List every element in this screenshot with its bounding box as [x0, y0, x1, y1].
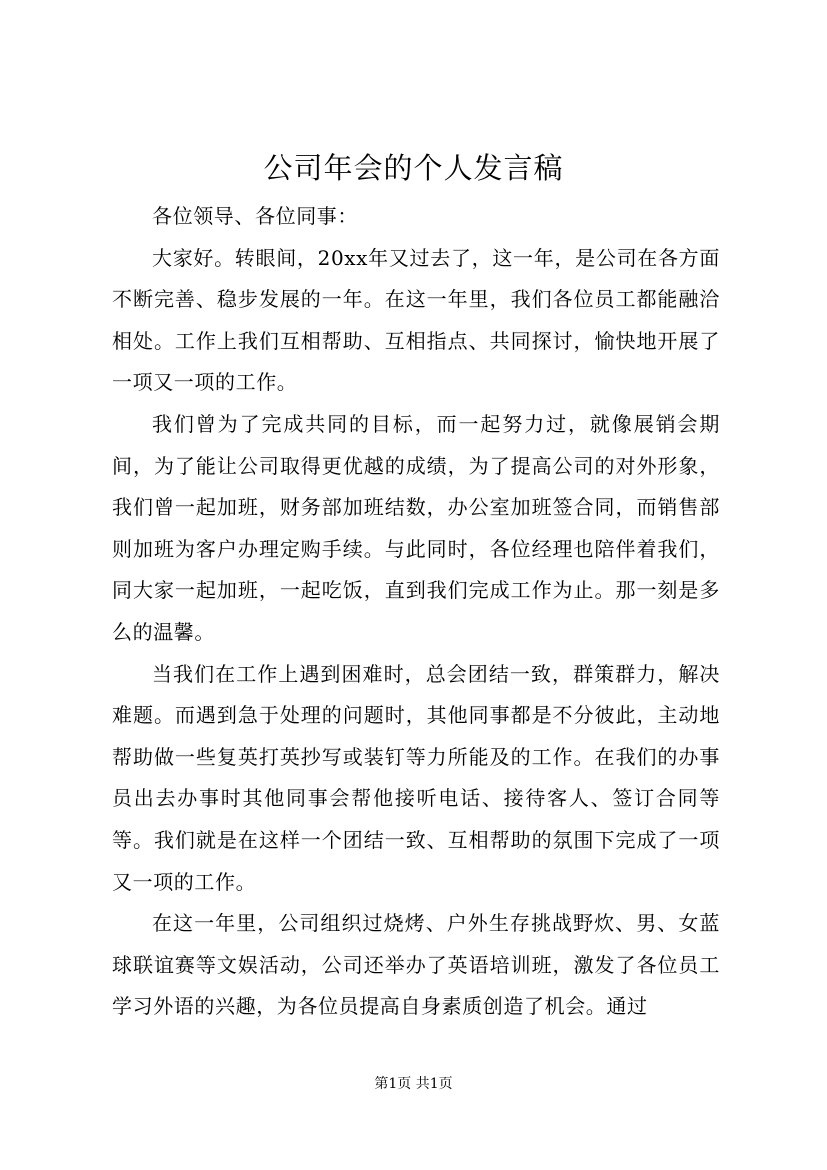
salutation-paragraph: 各位领导、各位同事：	[152, 204, 358, 228]
body-paragraph-1: 大家好。转眼间，20xx年又过去了，这一年，是公司在各方面不断完善、稳步发展的一年。在这一年里，我们各位员工都能融洽相处。工作上我们互相帮助、互相指点、共同探讨，愉快地开展了一项又一项的工作。	[112, 245, 720, 395]
body-paragraph-4: 在这一年里，公司组织过烧烤、户外生存挑战野炊、男、女蓝球联谊赛等文娱活动，公司还举办了英语培训班，激发了各位员工学习外语的兴趣，为各位员提高自身素质创造了机会。通过	[112, 911, 720, 1019]
document-title: 公司年会的个人发言稿	[263, 151, 564, 185]
page-footer: 第1页 共1页	[374, 1076, 453, 1092]
body-paragraph-2: 我们曾为了完成共同的目标，而一起努力过，就像展销会期间，为了能让公司取得更优越的成绩，为了提高公司的对外形象，我们曾一起加班，财务部加班结数，办公室加班签合同，而销售部则加班为客户办理定购手续。与此同时，各位经理也陪伴着我们，同大家一起加班，一起吃饭，直到我们完成工作为止。那一刻是多么的温馨。	[112, 411, 720, 644]
document-body	[112, 196, 720, 1028]
body-paragraph-3: 当我们在工作上遇到困难时，总会团结一致，群策群力，解决难题。而遇到急于处理的问题时，其他同事都是不分彼此，主动地帮助做一些复英打英抄写或装钉等力所能及的工作。在我们的办事员出去办事时其他同事会帮他接听电话、接待客人、签订合同等等。我们就是在这样一个团结一致、互相帮助的氛围下完成了一项又一项的工作。	[112, 661, 720, 894]
